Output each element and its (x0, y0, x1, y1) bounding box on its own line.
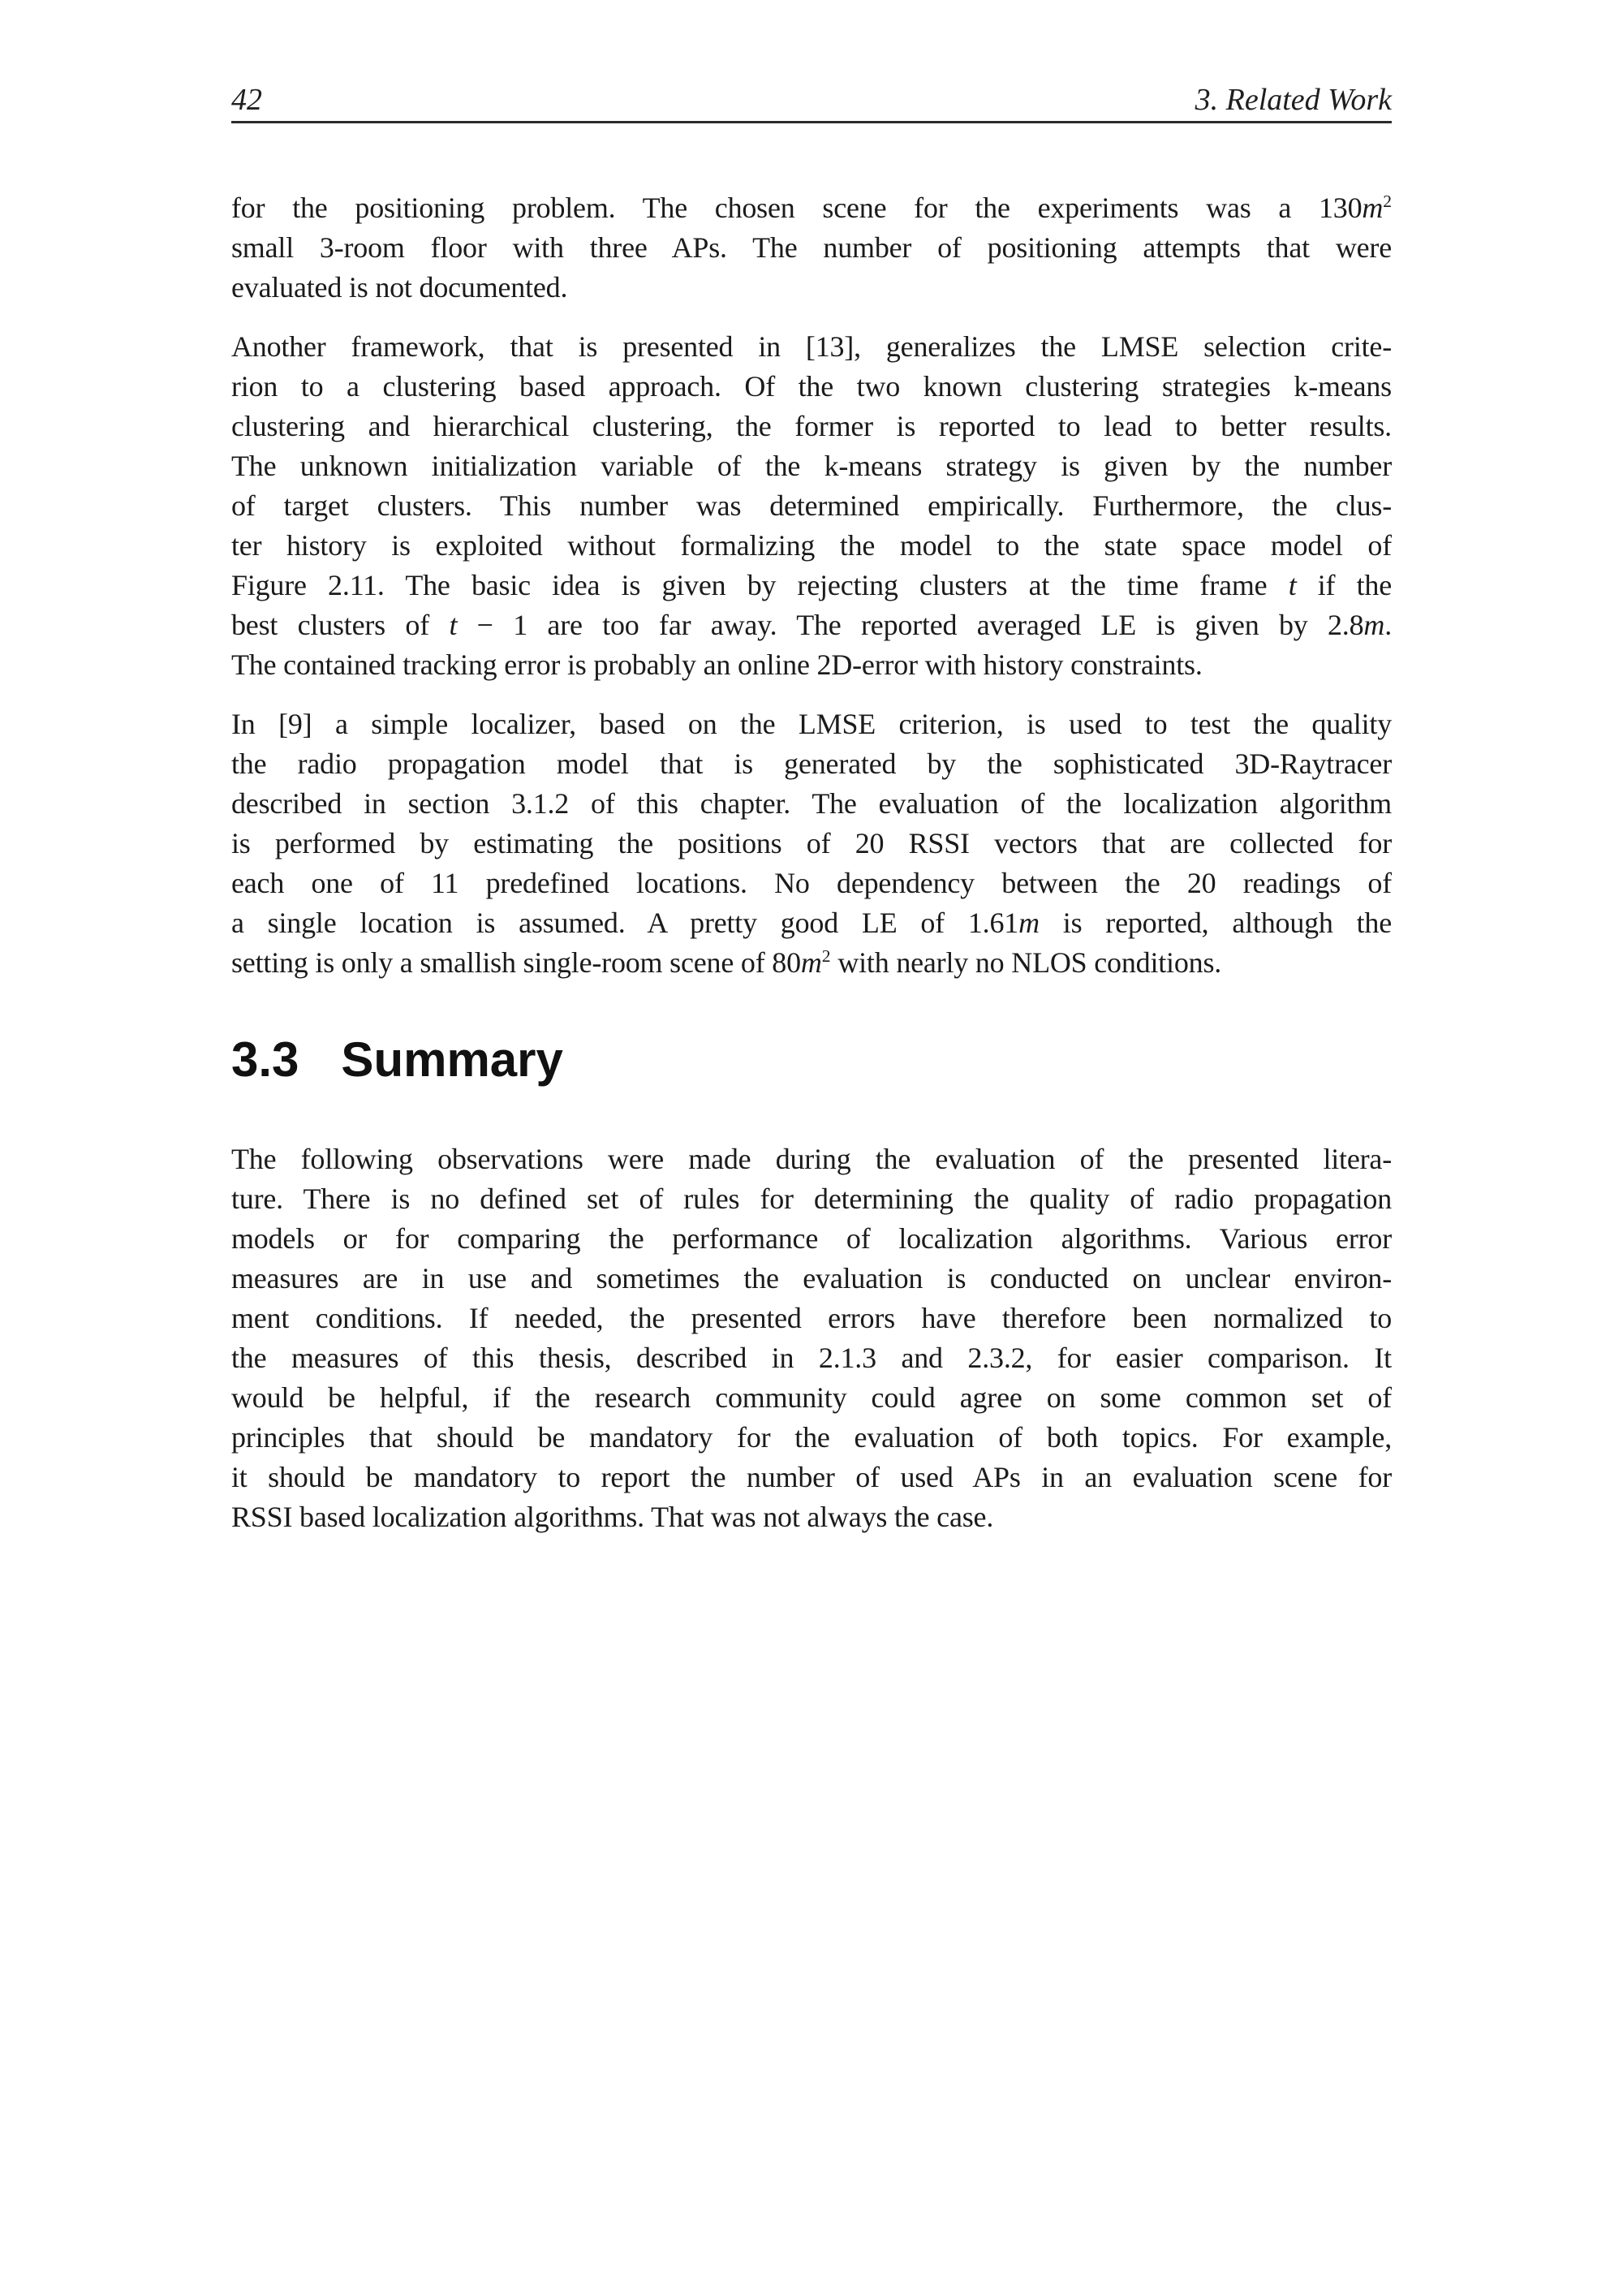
text-line: the measures of this thesis, described in 2.1.3 and 2.3.2, for easier comparison. It (231, 1342, 1392, 1374)
running-header (231, 82, 1392, 118)
text-line: The contained tracking error is probably an online 2D-error with history constraints. (231, 648, 1203, 681)
text-line: it should be mandatory to report the number of used APs in an evaluation scene for (231, 1461, 1392, 1493)
paragraph-simple-localizer (231, 704, 1392, 983)
section-title: Summary (341, 1032, 563, 1087)
text-line: models or for comparing the performance of localization algorithms. Various error (231, 1222, 1392, 1255)
text-line: In [9] a simple localizer, based on the LMSE criterion, is used to test the quality (231, 708, 1392, 740)
page-number: 42 (231, 83, 262, 117)
paragraph-summary-observations (231, 1139, 1392, 1537)
header-rule (231, 121, 1392, 123)
text-line: evaluated is not documented. (231, 271, 568, 304)
text-line: small 3-room floor with three APs. The number of positioning attempts that were (231, 231, 1392, 264)
text-line: each one of 11 predefined locations. No dependency between the 20 readings of (231, 867, 1392, 899)
text-line: rion to a clustering based approach. Of the two known clustering strategies k-means (231, 370, 1392, 403)
paragraph-clustering-framework (231, 327, 1392, 685)
chapter-title: 3. Related Work (1195, 83, 1392, 117)
text-block (231, 0, 1392, 1557)
text-line: clustering and hierarchical clustering, the former is reported to lead to better results. (231, 410, 1392, 442)
text-line: Another framework, that is presented in [13], generalizes the LMSE selection crite- (231, 330, 1392, 363)
text-line: would be helpful, if the research community could agree on some common set of (231, 1381, 1392, 1414)
text-line: described in section 3.1.2 of this chapter. The evaluation of the localization algorithm (231, 787, 1392, 820)
text-line: measures are in use and sometimes the evaluation is conducted on unclear environ- (231, 1262, 1392, 1294)
text-line: of target clusters. This number was determined empirically. Furthermore, the clus- (231, 489, 1392, 522)
paragraph-positioning-problem (231, 188, 1392, 308)
section-number: 3.3 (231, 1032, 299, 1087)
text-line: ment conditions. If needed, the presented errors have therefore been normalized to (231, 1302, 1392, 1334)
text-line: principles that should be mandatory for the evaluation of both topics. For example, (231, 1421, 1392, 1454)
text-line: Figure 2.11. The basic idea is given by rejecting clusters at the time frame t if the (231, 569, 1392, 601)
text-line: ture. There is no defined set of rules for determining the quality of radio propagation (231, 1182, 1392, 1215)
text-line: RSSI based localization algorithms. That was not always the case. (231, 1501, 994, 1533)
text-line: the radio propagation model that is generated by the sophisticated 3D-Raytracer (231, 747, 1392, 780)
text-line: ter history is exploited without formalizing the model to the state space model of (231, 529, 1392, 562)
text-line: setting is only a smallish single-room scene of $80m^2$ with nearly no NLOS conditions. (231, 946, 1222, 979)
text-line: is performed by estimating the positions of 20 RSSI vectors that are collected for (231, 827, 1392, 859)
text-line: for the positioning problem. The chosen scene for the experiments was a $130m^2$ (231, 192, 1392, 224)
text-line: The unknown initialization variable of the k-means strategy is given by the number (231, 450, 1392, 482)
text-line: a single location is assumed. A pretty good LE of 1.61m is reported, although the (231, 907, 1392, 939)
text-line: best clusters of t − 1 are too far away. The reported averaged LE is given by 2.8m. (231, 609, 1392, 641)
text-line: The following observations were made during the evaluation of the presented litera- (231, 1143, 1392, 1175)
section-heading (231, 1034, 1392, 1086)
